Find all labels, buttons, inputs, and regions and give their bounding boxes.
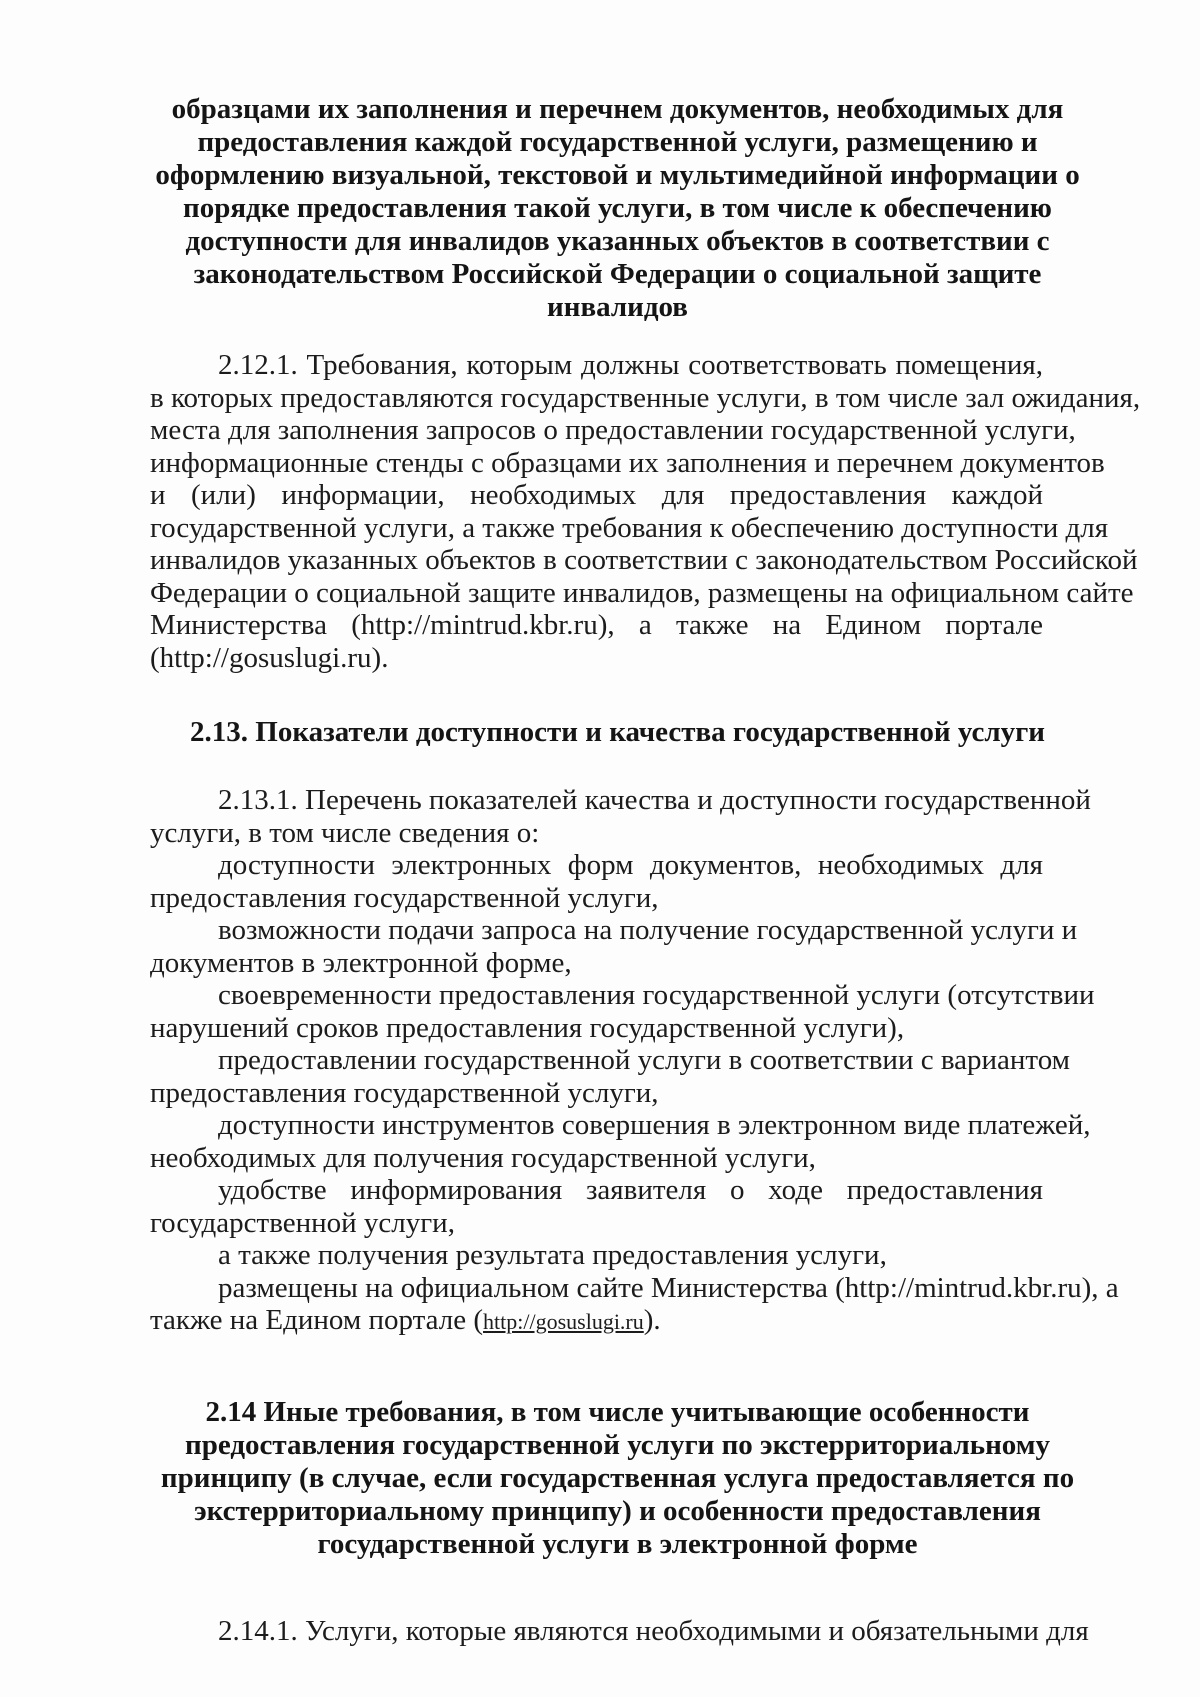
paragraph-2-13-1 — [150, 784, 1119, 1339]
paragraph-line: Министерства (http://mintrud.kbr.ru), а также на Едином портале — [150, 609, 1043, 641]
gosuslugi-link[interactable]: http://gosuslugi.ru — [483, 1309, 644, 1334]
list-item-line: доступности электронных форм документов, необходимых для — [218, 849, 1043, 881]
list-item-line: возможности подачи запроса на получение государственной услуги и — [218, 914, 1078, 946]
paragraph-line: 2.14.1. Услуги, которые являются необходимыми и обязательными для — [218, 1615, 1089, 1647]
paragraph-line: (http://gosuslugi.ru). — [150, 641, 389, 674]
paragraph-line: Федерации о социальной защите инвалидов, размещены на официальном сайте — [150, 576, 1134, 609]
paragraph-line-last — [150, 1304, 1043, 1339]
paragraph-line: 2.12.1. Требования, которым должны соответствовать помещения, — [218, 349, 1043, 381]
heading-line: предоставления каждой государственной услуги, размещению и — [197, 126, 1038, 158]
heading-line: инвалидов — [547, 291, 688, 323]
paragraph-line: в которых предоставляются государственные услуги, в том числе зал ожидания, — [150, 381, 1141, 414]
portal-text-prefix: также на Едином портале ( — [150, 1304, 484, 1336]
heading-line: оформлению визуальной, текстовой и мультимедийной информации о — [155, 159, 1080, 191]
list-item-line: предоставлении государственной услуги в соответствии с вариантом — [218, 1044, 1071, 1076]
list-item-line: предоставления государственной услуги, — [150, 881, 659, 914]
paragraph-2-14-1 — [150, 1615, 1089, 1648]
paragraph-2-12-1 — [150, 349, 1141, 674]
list-item-line: доступности инструментов совершения в электронном виде платежей, — [218, 1109, 1091, 1141]
list-item-line: необходимых для получения государственной услуги, — [150, 1141, 816, 1174]
heading-line: порядке предоставления такой услуги, в том числе к обеспечению — [183, 192, 1052, 224]
list-item-line: своевременности предоставления государственной услуги (отсутствии — [218, 979, 1095, 1011]
heading-line: доступности для инвалидов указанных объектов в соответствии с — [185, 225, 1050, 257]
paragraph-line: инвалидов указанных объектов в соответствии с законодательством Российской — [150, 544, 1138, 576]
section-heading-2-14 — [150, 1396, 1085, 1561]
heading-line: законодательством Российской Федерации о социальной защите — [193, 258, 1042, 290]
section-heading-2-13 — [150, 716, 1085, 749]
heading-line: принципу (в случае, если государственная услуга предоставляется по — [160, 1462, 1075, 1494]
heading-line: образцами их заполнения и перечнем документов, необходимых для — [171, 93, 1064, 125]
list-item-line: документов в электронной форме, — [150, 946, 572, 979]
paragraph-line: информационные стенды с образцами их заполнения и перечнем документов — [150, 446, 1105, 479]
heading-line: 2.14 Иные требования, в том числе учитывающие особенности — [205, 1396, 1030, 1428]
heading-line: государственной услуги в электронной форме — [317, 1528, 918, 1560]
section-heading-2-12-continued — [150, 93, 1085, 324]
list-item-line: предоставления государственной услуги, — [150, 1076, 659, 1109]
list-item-line: нарушений сроков предоставления государственной услуги), — [150, 1011, 905, 1044]
heading-line: 2.13. Показатели доступности и качества государственной услуги — [190, 716, 1045, 748]
list-item-line: а также получения результата предоставления услуги, — [218, 1239, 887, 1271]
paragraph-line: места для заполнения запросов о предоставлении государственной услуги, — [150, 414, 1076, 446]
list-item-line: удобстве информирования заявителя о ходе предоставления — [218, 1174, 1043, 1206]
paragraph-line: государственной услуги, а также требования к обеспечению доступности для — [150, 511, 1109, 544]
heading-line: предоставления государственной услуги по экстерриториальному — [185, 1429, 1050, 1461]
portal-text-suffix: ). — [643, 1304, 661, 1336]
paragraph-line: услуги, в том числе сведения о: — [150, 816, 540, 849]
paragraph-line: и (или) информации, необходимых для предоставления каждой — [150, 479, 1043, 511]
list-item-line: государственной услуги, — [150, 1206, 455, 1239]
heading-line: экстерриториальному принципу) и особенности предоставления — [194, 1495, 1041, 1527]
paragraph-line: размещены на официальном сайте Министерства (http://mintrud.kbr.ru), а — [218, 1271, 1119, 1304]
paragraph-line: 2.13.1. Перечень показателей качества и доступности государственной — [218, 784, 1091, 816]
